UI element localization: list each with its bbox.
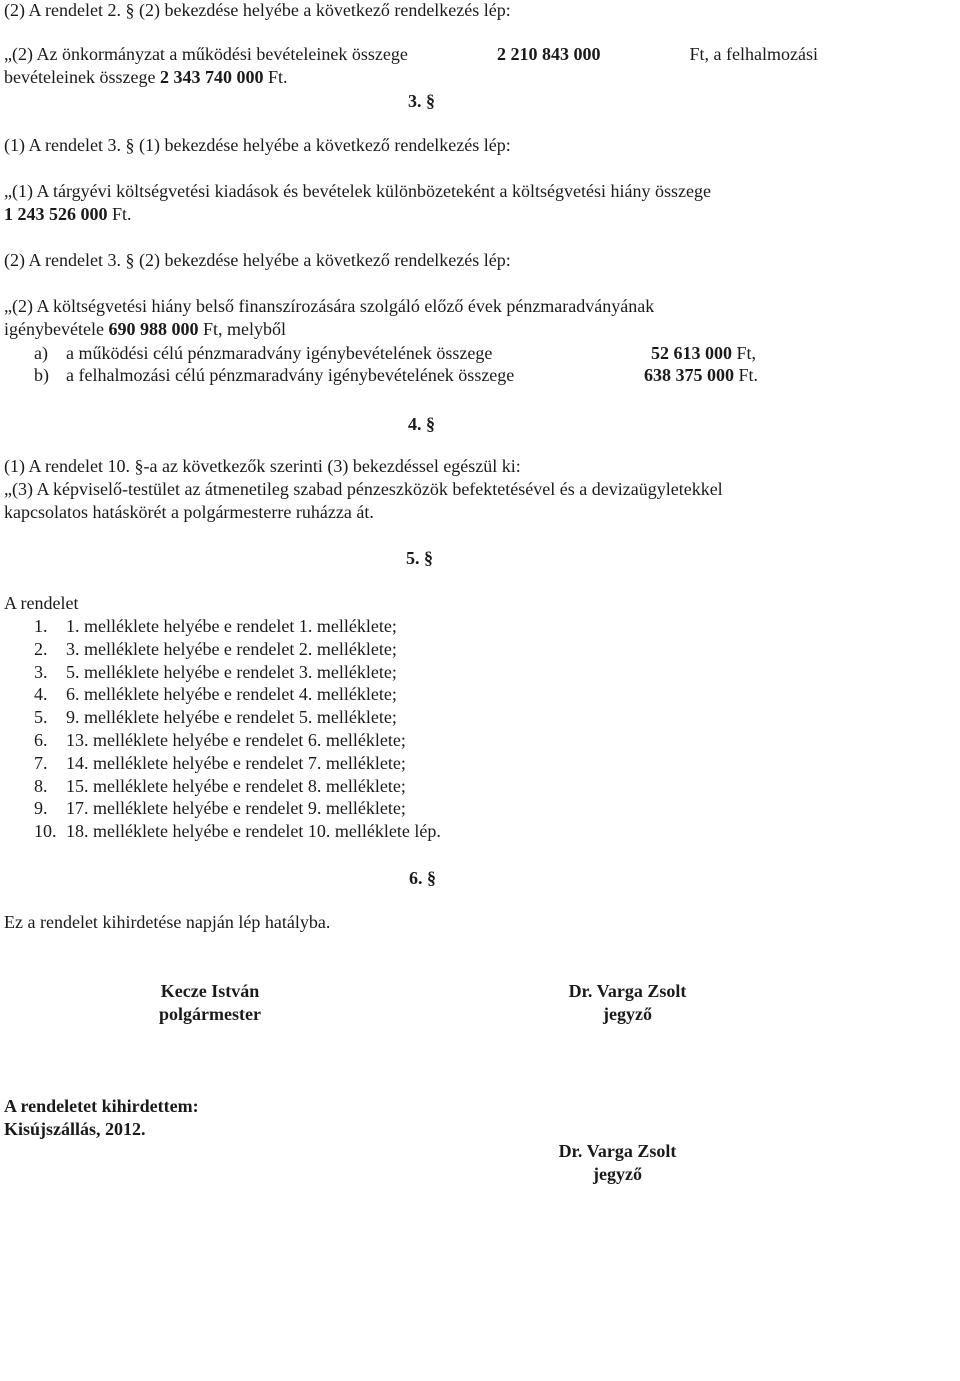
annex-list-item-number: 6. — [34, 730, 48, 750]
art3-2-paragraph-line1: „(2) A költségvetési hiány belső finanszírozására szolgáló előző évek pénzmaradványának — [4, 296, 655, 316]
art3-2-amount-total: 690 988 000 — [108, 319, 199, 339]
annex-list-item-text: 9. melléklete helyébe e rendelet 5. melléklete; — [66, 707, 397, 728]
art3-2-item-b-amount-row — [644, 364, 758, 386]
annex-list-item-number: 7. — [34, 752, 48, 773]
annex-list-item-number: 9. — [34, 798, 48, 819]
annex-list-item-number: 4. — [34, 684, 48, 705]
annex-list-item-text: 17. melléklete helyébe e rendelet 9. melléklete; — [66, 798, 406, 819]
art4-intro: (1) A rendelet 10. §-a az következők szerinti (3) bekezdéssel egészül ki: — [4, 456, 521, 476]
annex-list-item-text: 3. melléklete helyébe e rendelet 2. melléklete; — [66, 638, 397, 659]
signature-mayor — [150, 980, 270, 1026]
art2-paragraph-line2 — [4, 66, 287, 88]
art2-paragraph-line1 — [4, 43, 818, 65]
annex-list-item-text: 13. melléklete helyébe e rendelet 6. melléklete; — [66, 730, 406, 750]
art2-text-a: „(2) Az önkormányzat a működési bevételeinek összege — [4, 44, 408, 64]
art2-text-b: Ft, a felhalmozási — [689, 44, 818, 64]
promulgation-notary-name: Dr. Varga Zsolt — [558, 1141, 677, 1161]
section-heading-4: 4. § — [408, 414, 435, 434]
section-heading-6: 6. § — [409, 868, 436, 888]
promulgation-line2: Kisújszállás, 2012. — [4, 1119, 146, 1139]
mayor-name: Kecze István — [160, 981, 260, 1001]
art4-paragraph-line1: „(3) A képviselő-testület az átmenetileg szabad pénzeszközök befektetésével és a devizaügyletekkel — [4, 479, 723, 499]
annex-list-item-number: 3. — [34, 661, 48, 682]
art6-text: Ez a rendelet kihirdetése napján lép hatályba. — [4, 912, 331, 932]
art3-2-item-b-text: a felhalmozási célú pénzmaradvány igénybevételének összege — [66, 365, 515, 385]
notary-title: jegyző — [603, 1004, 652, 1024]
promulgation-notary-title: jegyző — [593, 1164, 642, 1184]
annex-list-item-text: 14. melléklete helyébe e rendelet 7. melléklete; — [66, 752, 406, 773]
art3-1-paragraph-line1: „(1) A tárgyévi költségvetési kiadások és bevételek különbözeteként a költségvetési hiány összege — [4, 181, 711, 201]
art3-2-item-a-unit: Ft, — [736, 343, 757, 363]
annex-list-item-number: 8. — [34, 775, 48, 796]
annex-list-item-text: 15. melléklete helyébe e rendelet 8. melléklete; — [66, 775, 406, 796]
art2-text-d: Ft. — [267, 67, 288, 87]
section-heading-5: 5. § — [406, 548, 433, 568]
art3-2-item-b-label: b) — [34, 365, 49, 385]
art3-1-amount-deficit: 1 243 526 000 — [4, 204, 108, 224]
art3-2-item-b-amount: 638 375 000 — [644, 365, 734, 385]
art2-amount-capital: 2 343 740 000 — [159, 67, 264, 87]
art3-2-item-a-amount: 52 613 000 — [651, 343, 732, 363]
art3-2-item-b-unit: Ft. — [738, 365, 759, 385]
art3-2-item-a-amount-row — [651, 342, 756, 364]
notary-name: Dr. Varga Zsolt — [568, 981, 687, 1001]
art5-intro: A rendelet — [4, 593, 79, 613]
annex-list-item-text: 1. melléklete helyébe e rendelet 1. melléklete; — [66, 616, 397, 636]
annex-list-item-number: 2. — [34, 638, 48, 659]
section-heading-3: 3. § — [408, 91, 435, 111]
art2-text-c: bevételeinek összege — [4, 67, 156, 87]
mayor-title: polgármester — [159, 1004, 261, 1024]
art3-1-intro: (1) A rendelet 3. § (1) bekezdése helyébe a következő rendelkezés lép: — [4, 135, 511, 155]
art3-1-paragraph-line2 — [4, 203, 132, 225]
annex-list-item-text: 18. melléklete helyébe e rendelet 10. melléklete lép. — [66, 821, 441, 842]
annex-list-item-number: 5. — [34, 707, 48, 728]
annex-list-item-text: 6. melléklete helyébe e rendelet 4. melléklete; — [66, 684, 397, 705]
art3-2-item-a-label: a) — [34, 343, 48, 363]
art2-intro: (2) A rendelet 2. § (2) bekezdése helyébe a következő rendelkezés lép: — [4, 0, 511, 20]
art3-2-intro: (2) A rendelet 3. § (2) bekezdése helyébe a következő rendelkezés lép: — [4, 250, 511, 270]
art4-paragraph-line2: kapcsolatos hatáskörét a polgármesterre ruházza át. — [4, 502, 374, 522]
art3-2-item-a-text: a működési célú pénzmaradvány igénybevételének összege — [66, 343, 493, 363]
annex-list-item-number: 1. — [34, 616, 48, 636]
annex-list-item-number: 10. — [34, 821, 57, 842]
art3-2-text-c: Ft, melyből — [202, 319, 286, 339]
signature-notary — [555, 980, 700, 1026]
art3-1-unit: Ft. — [112, 204, 132, 224]
art3-2-text-b: igénybevétele — [4, 319, 104, 339]
signature-notary-promulgation — [545, 1140, 690, 1186]
annex-list-item-text: 5. melléklete helyébe e rendelet 3. melléklete; — [66, 661, 397, 682]
art3-2-paragraph-line2 — [4, 318, 286, 340]
promulgation-line1: A rendeletet kihirdettem: — [4, 1096, 199, 1116]
art2-amount-operating: 2 210 843 000 — [496, 44, 601, 64]
